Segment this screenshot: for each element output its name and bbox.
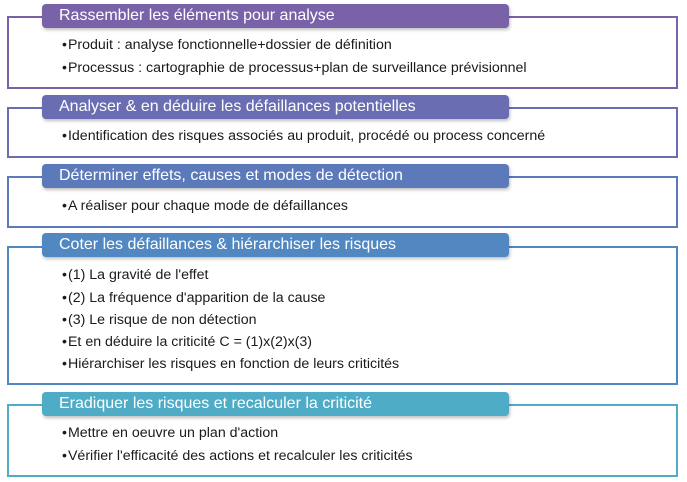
section-1-title: Rassembler les éléments pour analyse (42, 4, 509, 28)
section-5-title: Eradiquer les risques et recalculer la criticité (42, 392, 509, 416)
section-4-item-4: •Et en déduire la criticité C = (1)x(2)x(3) (62, 334, 312, 350)
section-2-item-1: •Identification des risques associés au produit, procédé ou process concerné (62, 128, 546, 144)
section-4-title: Coter les défaillances & hiérarchiser les risques (42, 233, 509, 257)
section-4-item-5: •Hiérarchiser les risques en fonction de leurs criticités (62, 356, 400, 372)
section-1-item-2: •Processus : cartographie de processus+plan de surveillance prévisionnel (62, 60, 527, 76)
section-3-item-1: •A réaliser pour chaque mode de défaillances (62, 198, 348, 214)
section-5-item-1: •Mettre en oeuvre un plan d'action (62, 425, 279, 441)
section-4-item-3: •(3) Le risque de non détection (62, 312, 257, 328)
section-2-title: Analyser & en déduire les défaillances potentielles (42, 95, 509, 119)
section-1-item-1: •Produit : analyse fonctionnelle+dossier de définition (62, 37, 392, 53)
section-4-item-1: •(1) La gravité de l'effet (62, 267, 209, 283)
section-3-title: Déterminer effets, causes et modes de détection (42, 164, 509, 188)
section-5-item-2: •Vérifier l'efficacité des actions et recalculer les criticités (62, 448, 413, 464)
section-4-item-2: •(2) La fréquence d'apparition de la cause (62, 290, 326, 306)
